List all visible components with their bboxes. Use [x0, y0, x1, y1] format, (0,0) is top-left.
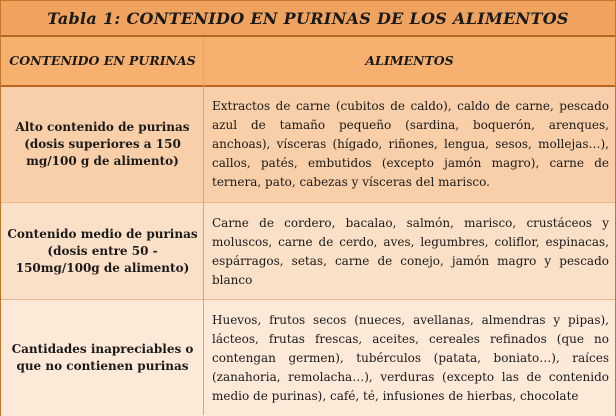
table-row-none [1, 299, 615, 416]
foods-cell-high: Extractos de carne (cubitos de caldo), caldo de carne, pescado azul de tamaño pequeño (sardina, boquerón, arenques, anchoas), vísceras (hígado, riñones, lengua, sesos, mollejas…), callos, patés, embutidos (excepto jamón magro), carne de ternera, pato, cabezas y vísceras del marisco. [212, 99, 609, 189]
foods-cell-medium: Carne de cordero, bacalao, salmón, marisco, crustáceos y moluscos, carne de cerdo, aves, legumbres, coliflor, espinacas, espárragos, setas, carne de conejo, jamón magro y pescado blanco [212, 216, 609, 287]
table-title: Tabla 1: CONTENIDO EN PURINAS DE LOS ALIMENTOS [1, 1, 615, 37]
table-header-row [1, 37, 615, 87]
category-cell-high: Alto contenido de purinas (dosis superiores a 150 mg/100 g de alimento) [15, 120, 190, 168]
table-row-high [1, 87, 615, 202]
category-cell-medium: Contenido medio de purinas (dosis entre 50 - 150mg/100g de alimento) [7, 227, 198, 275]
column-divider [203, 37, 204, 415]
header-foods: ALIMENTOS [365, 53, 454, 68]
header-purine-content: CONTENIDO EN PURINAS [9, 53, 196, 68]
foods-cell-none: Huevos, frutos secos (nueces, avellanas, almendras y pipas), lácteos, frutas frescas, aceites, cereales refinados (que no contengan germen), tubérculos (patata, boniato…), raíces (zanahoria, remolacha…), verduras (excepto las de contenido medio de purinas), café, té, infusiones de hierbas, chocolate [212, 313, 609, 403]
table-row-medium [1, 202, 615, 300]
category-cell-none: Cantidades inapreciables o que no contienen purinas [11, 342, 194, 373]
